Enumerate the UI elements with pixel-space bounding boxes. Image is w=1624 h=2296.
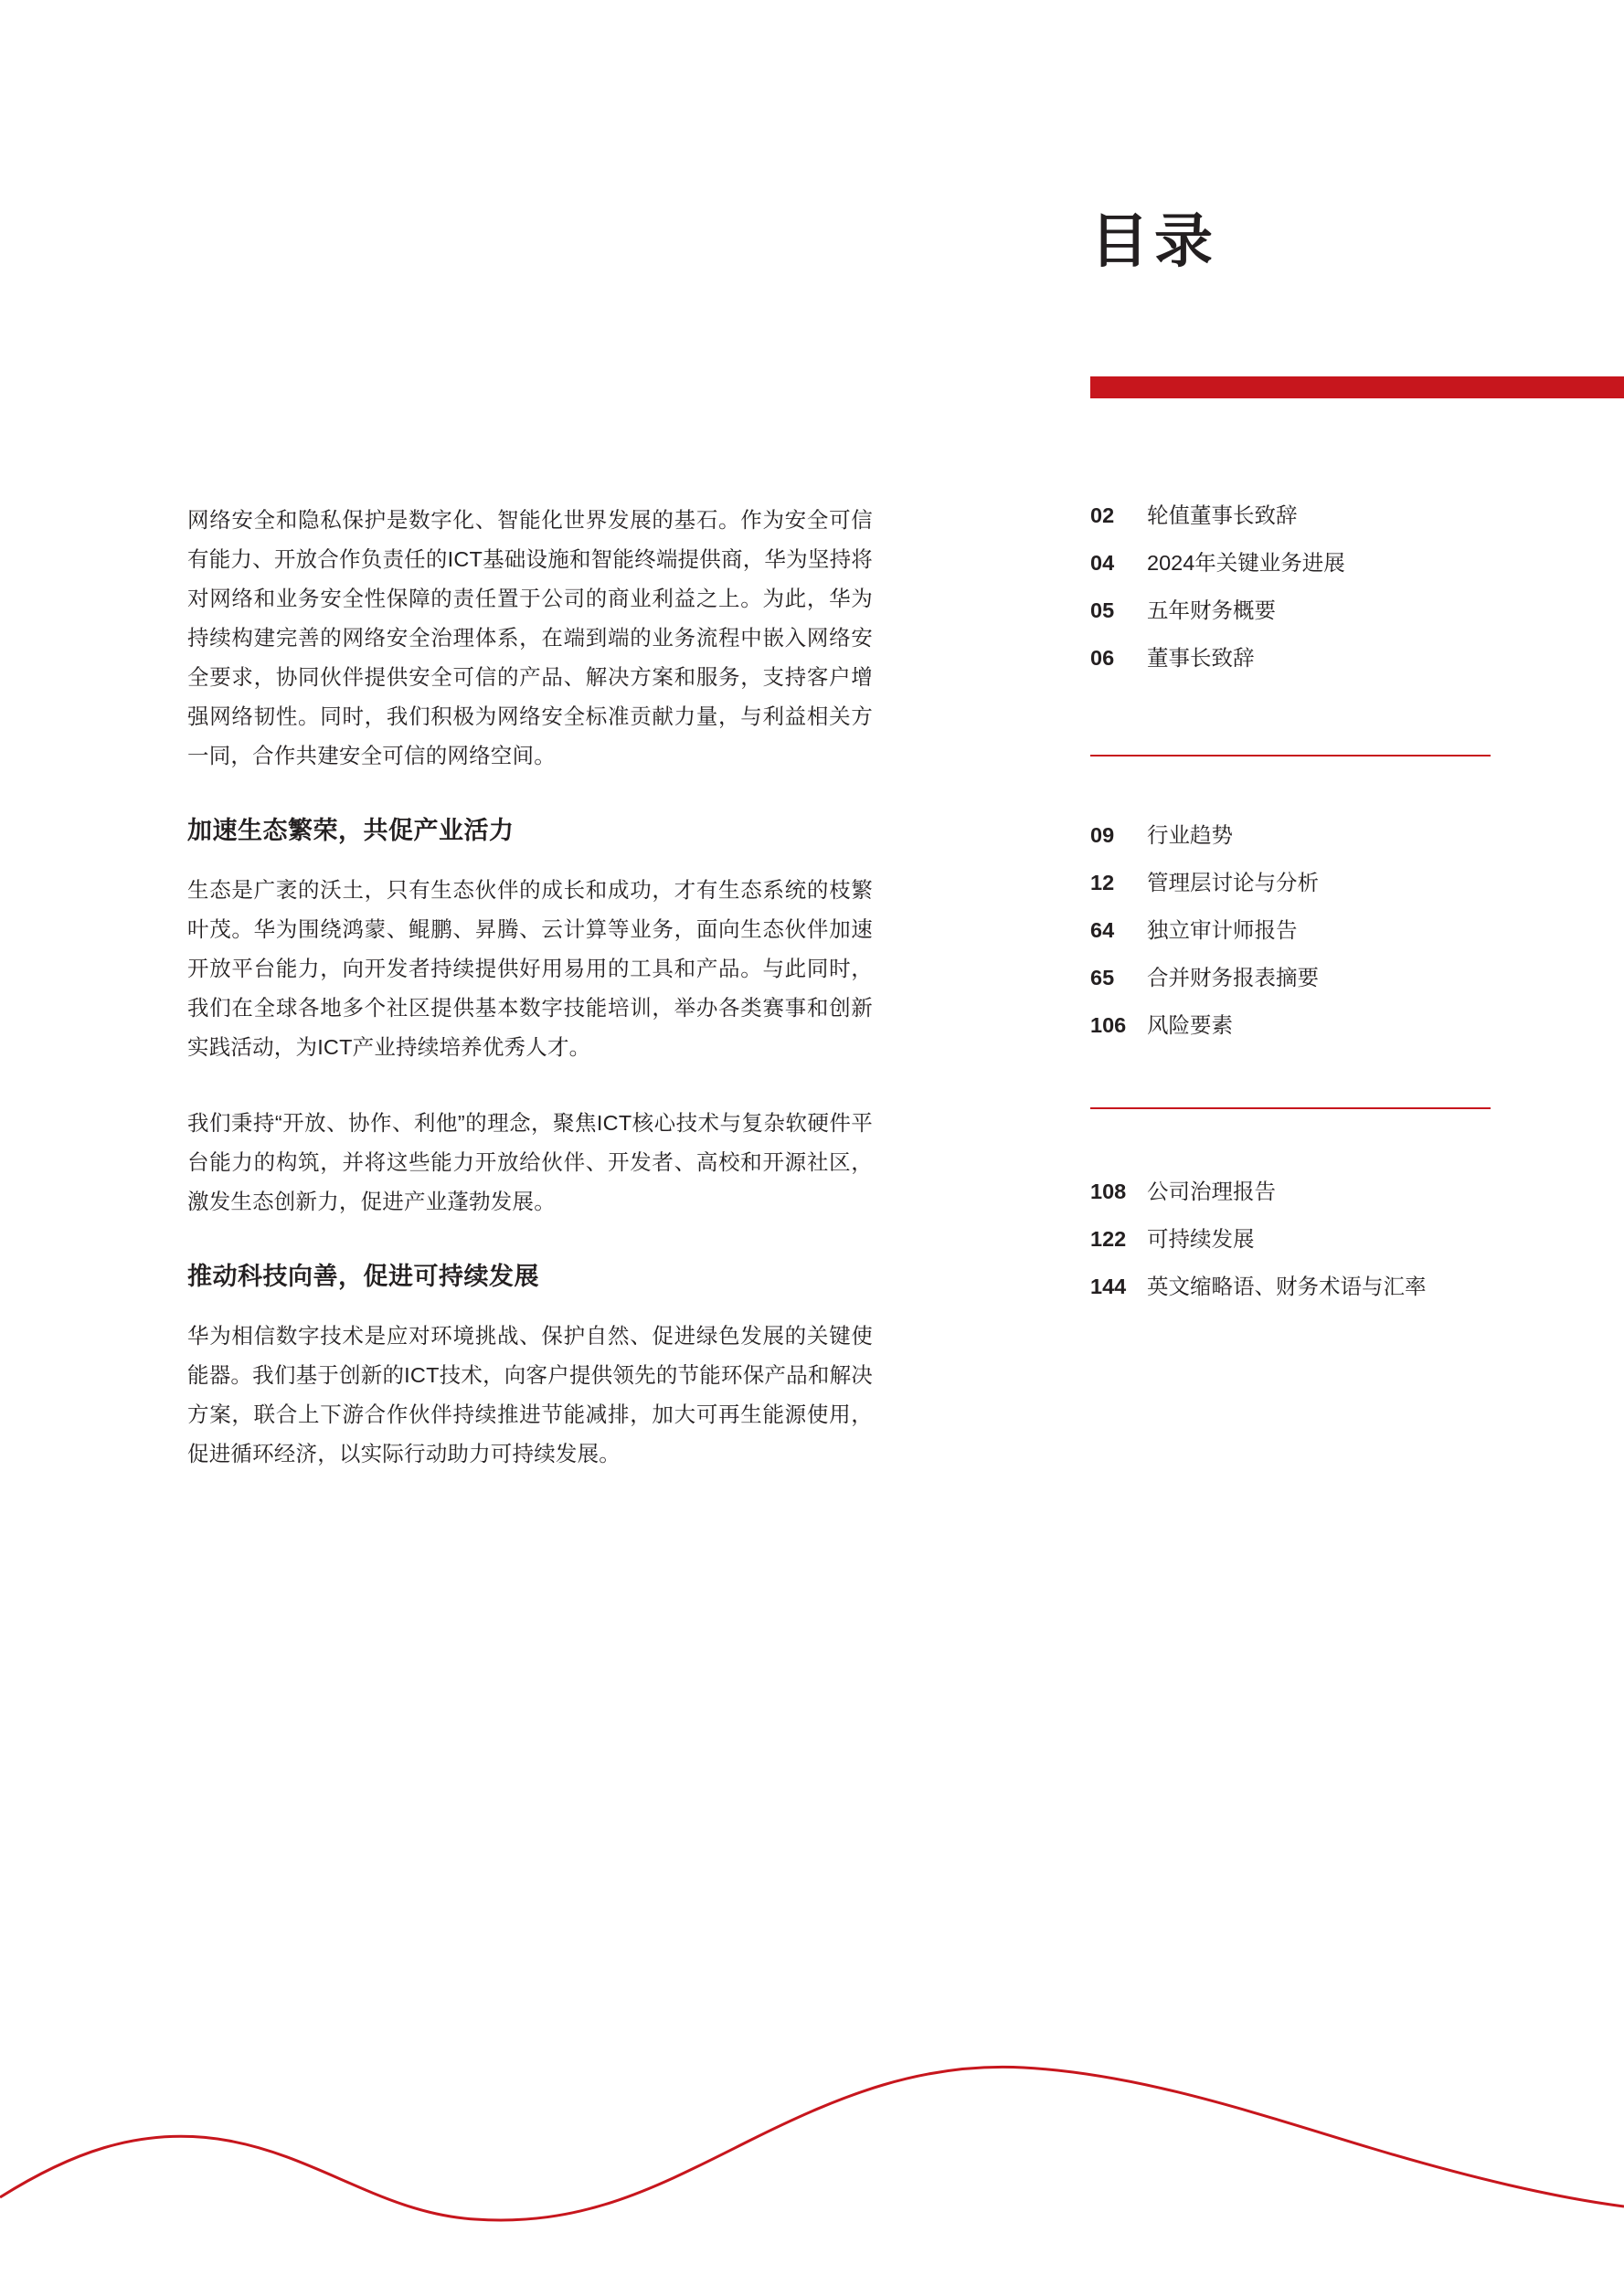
toc-entry-label: 轮值董事长致辞 [1147, 503, 1298, 527]
toc-accent-bar [1090, 376, 1624, 398]
toc-page-number: 05 [1090, 598, 1115, 622]
table-of-contents [1090, 0, 1624, 2296]
toc-page-number: 122 [1090, 1227, 1127, 1251]
toc-entry[interactable] [1090, 963, 1624, 992]
toc-entry[interactable] [1090, 643, 1624, 672]
toc-divider [1090, 1107, 1491, 1109]
toc-entry[interactable] [1090, 501, 1624, 530]
toc-entry-label: 英文缩略语、财务术语与汇率 [1147, 1275, 1427, 1298]
toc-entry-label: 行业趋势 [1147, 823, 1233, 847]
toc-entry-label: 2024年关键业务进展 [1147, 551, 1345, 575]
toc-entry-label: 独立审计师报告 [1147, 918, 1298, 942]
toc-entry[interactable] [1090, 1272, 1624, 1301]
toc-group-1 [1090, 501, 1624, 672]
section-heading: 加速生态繁荣，共促产业活力 [187, 817, 515, 844]
toc-page-number: 06 [1090, 646, 1115, 670]
section-heading: 推动科技向善，促进可持续发展 [187, 1263, 539, 1290]
toc-title: 目录 [1090, 208, 1218, 274]
left-text-column [187, 501, 873, 1510]
toc-page-number: 108 [1090, 1180, 1127, 1203]
toc-group-2 [1090, 820, 1624, 1040]
toc-entry-label: 合并财务报表摘要 [1147, 966, 1319, 989]
toc-entry[interactable] [1090, 820, 1624, 850]
toc-page-number: 64 [1090, 918, 1115, 942]
toc-page-number: 65 [1090, 966, 1115, 989]
body-paragraph: 网络安全和隐私保护是数字化、智能化世界发展的基石。作为安全可信有能力、开放合作负责任的ICT基础设施和智能终端提供商，华为坚持将对网络和业务安全性保障的责任置于公司的商业利益之上。为此，华为持续构建完善的网络安全治理体系，在端到端的业务流程中嵌入网络安全要求，协同伙伴提供安全可信的产品、解决方案和服务，支持客户增强网络韧性。同时，我们积极为网络安全标准贡献力量，与利益相关方一同，合作共建安全可信的网络空间。 [187, 508, 873, 767]
toc-entry[interactable] [1090, 915, 1624, 945]
toc-entry[interactable] [1090, 548, 1624, 577]
toc-page-number: 106 [1090, 1013, 1127, 1037]
toc-page-number: 04 [1090, 551, 1115, 575]
toc-page-number: 12 [1090, 871, 1115, 894]
toc-entry[interactable] [1090, 1177, 1624, 1206]
toc-entry-label: 公司治理报告 [1147, 1180, 1276, 1203]
body-paragraph: 我们秉持“开放、协作、利他”的理念，聚焦ICT核心技术与复杂软硬件平台能力的构筑，并将这些能力开放给伙伴、开发者、高校和开源社区，激发生态创新力，促进产业蓬勃发展。 [187, 1111, 873, 1213]
toc-group-3 [1090, 1177, 1624, 1301]
toc-entry-label: 可持续发展 [1147, 1227, 1255, 1251]
toc-page-number: 144 [1090, 1275, 1127, 1298]
toc-entry-label: 风险要素 [1147, 1013, 1233, 1037]
toc-entry[interactable] [1090, 596, 1624, 625]
toc-entry[interactable] [1090, 1010, 1624, 1040]
toc-entry[interactable] [1090, 1224, 1624, 1254]
toc-entry-label: 管理层讨论与分析 [1147, 871, 1319, 894]
toc-page-number: 09 [1090, 823, 1115, 847]
toc-page-number: 02 [1090, 503, 1115, 527]
toc-entry-label: 董事长致辞 [1147, 646, 1255, 670]
toc-entry-label: 五年财务概要 [1147, 598, 1276, 622]
body-paragraph: 生态是广袤的沃土，只有生态伙伴的成长和成功，才有生态系统的枝繁叶茂。华为围绕鸿蒙、鲲鹏、昇腾、云计算等业务，面向生态伙伴加速开放平台能力，向开发者持续提供好用易用的工具和产品。与此同时，我们在全球各地多个社区提供基本数字技能培训，举办各类赛事和创新实践活动，为ICT产业持续培养优秀人才。 [187, 878, 873, 1059]
body-paragraph: 华为相信数字技术是应对环境挑战、保护自然、促进绿色发展的关键使能器。我们基于创新的ICT技术，向客户提供领先的节能环保产品和解决方案，联合上下游合作伙伴持续推进节能减排，加大可再生能源使用，促进循环经济，以实际行动助力可持续发展。 [187, 1324, 873, 1465]
toc-entry[interactable] [1090, 868, 1624, 897]
toc-divider [1090, 755, 1491, 757]
